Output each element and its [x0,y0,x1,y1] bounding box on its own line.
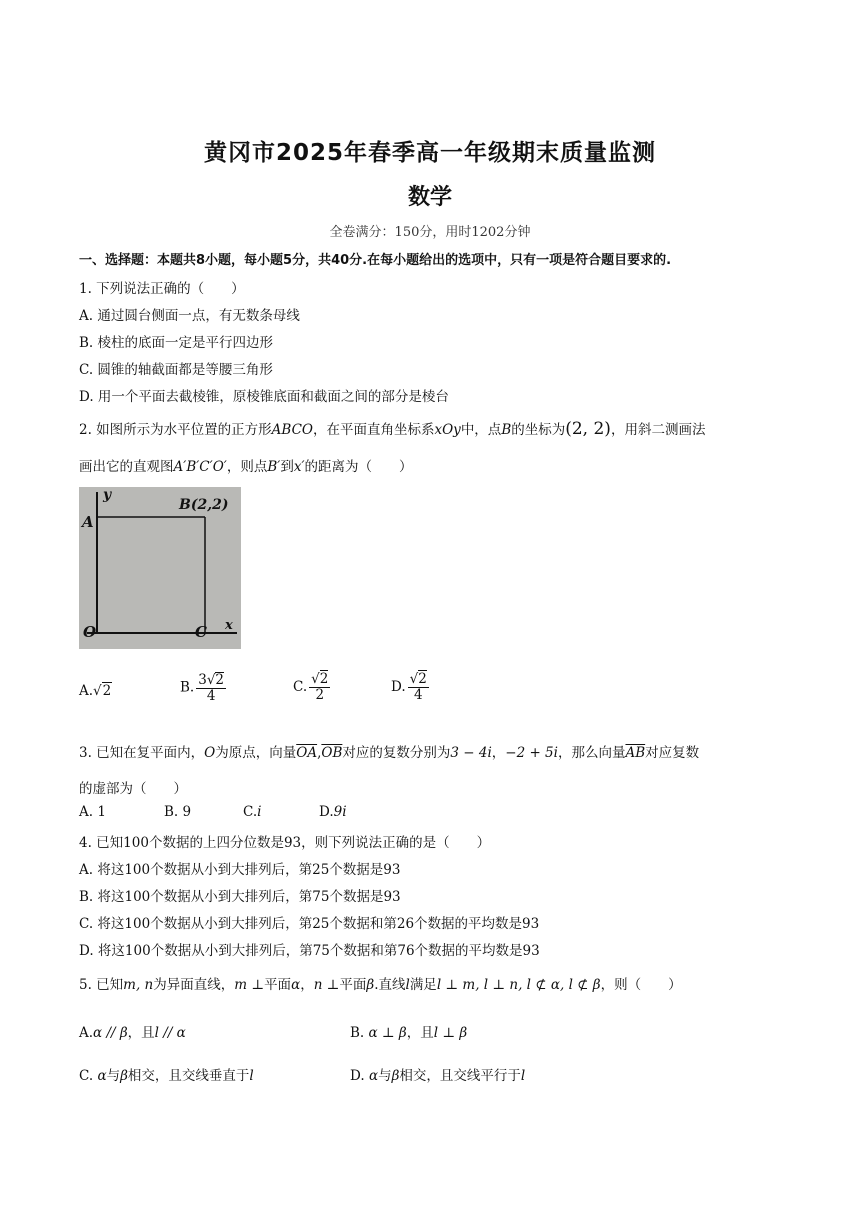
q2-option-a [79,683,112,699]
q2-text: ，则点 [226,459,268,475]
q5-math: m ⊥ [234,977,265,993]
q1-option-c: C. 圆锥的轴截面都是等腰三角形 [79,362,273,378]
option-math: α ⊥ β [368,1025,407,1041]
q5-math: β [366,977,375,993]
option-label: D. [391,678,406,695]
q4-option-a: A. 将这100个数据从小到大排列后，第25个数据是93 [79,862,401,878]
q3-math-o: O [204,745,216,761]
option-math: α // β [93,1025,128,1041]
coef: 3 [198,672,207,688]
option-text: 与 [378,1068,392,1084]
q3-text: ，那么向量 [557,745,626,761]
option-text: 与 [106,1068,121,1084]
q2-math-bprime: B′ [267,459,281,475]
q5-math: m, n [123,977,154,993]
q4-option-d: D. 将这100个数据从小到大排列后，第75个数据和第76个数据的平均数是93 [79,943,540,959]
option-text: ，且 [406,1025,434,1041]
denominator: 4 [413,686,423,703]
q1-stem: 1. 下列说法正确的（ ） [79,281,245,297]
q2-text: 2. 如图所示为水平位置的正方形 [79,422,272,438]
q3-option-d [319,804,347,820]
q2-text: ，用斜二测画法 [610,422,706,438]
q2-math-b: B [501,422,512,438]
q2-option-d [391,672,429,703]
q2-text: 的距离为（ ） [304,459,413,475]
option-value: i [257,804,262,820]
q2-math-prime-figure: A′B′C′O′ [173,459,227,475]
option-text: 相交，且交线平行于 [399,1068,521,1084]
q5-text: 平面 [339,977,367,993]
option-text: ，且 [127,1025,155,1041]
label-o: O [83,623,97,641]
option-label: D. [319,804,334,820]
q3-option-b: B. 9 [164,804,192,820]
q2-option-c [293,672,330,703]
radicand: 2 [215,672,225,688]
q3-stem-line2: 的虚部为（ ） [79,781,187,797]
q2-math-abco: ABCO [271,422,313,438]
q1-option-b: B. 棱柱的底面一定是平行四边形 [79,335,274,351]
option-math: l [249,1068,254,1084]
option-math: α [368,1068,379,1084]
option-label: C. [243,804,258,820]
option-math: l // α [154,1025,186,1041]
radicand: 2 [102,683,112,699]
q2-text: 的坐标为 [511,422,566,438]
q1-option-a: A. 通过圆台侧面一点，有无数条母线 [79,308,300,324]
q5-option-d [350,1064,525,1084]
q3-option-a: A. 1 [79,804,106,820]
denominator: 4 [206,687,216,704]
q3-option-c [243,804,261,820]
radicand: 2 [418,671,427,687]
label-x: x [225,618,233,633]
denominator: 2 [315,686,325,703]
option-label: B. [180,679,195,696]
q5-text: ， [300,977,314,993]
label-b: B(2,2) [179,497,229,513]
q5-option-b [350,1021,467,1041]
q5-text: .直线 [374,977,406,993]
fraction: $\frac{√2}{4}$ [409,671,427,703]
q3-text: , [317,745,322,761]
vector-ob: $\overline{OB}$ [321,745,343,761]
q5-text: 为异面直线， [153,977,235,993]
q2-text: ，在平面直角坐标系 [313,422,435,438]
fraction: $\frac{√2}{2}$ [311,671,329,703]
score-info: 全卷满分：150分，用时1202分钟 [329,225,531,240]
option-label: C. [79,1068,94,1084]
q4-stem: 4. 已知100个数据的上四分位数是93，则下列说法正确的是（ ） [79,835,491,851]
option-label: A. [79,683,94,699]
q2-text: 到 [280,459,294,475]
q2-figure-square [79,487,241,649]
section-heading: 一、选择题：本题共8小题，每小题5分，共40分.在每小题给出的选项中，只有一项是符合题目要求的. [79,253,672,268]
vector-oa: $\overline{OA}$ [296,745,318,761]
q3-text: 对应复数 [645,745,700,761]
q4-option-c: C. 将这100个数据从小到大排列后，第25个数据和第26个数据的平均数是93 [79,916,540,932]
q2-math-xoy: xOy [434,422,461,438]
complex-z1: 3 − 4i [450,745,492,761]
q2-stem-line1 [79,418,705,439]
q1-option-d: D. 用一个平面去截棱锥，原棱锥底面和截面之间的部分是棱台 [79,389,449,405]
q5-option-a [79,1021,186,1041]
q5-text: 平面 [264,977,292,993]
option-math: β [120,1068,128,1084]
q3-text: 3. 已知在复平面内， [79,745,205,761]
subject-title: 数学 [407,185,452,210]
q5-text: 5. 已知 [79,977,124,993]
fraction: $\frac{3√2}{4}$ [198,672,225,704]
q5-math-condition: l ⊥ m, l ⊥ n, l ⊄ α, l ⊄ β [436,977,601,993]
label-c: C [195,623,207,641]
radicand: 2 [319,671,329,687]
label-a: A [82,513,94,531]
q2-math-xprime: x′ [293,459,305,475]
q5-stem [79,973,682,993]
q5-math: n ⊥ [313,977,340,993]
q4-option-b: B. 将这100个数据从小到大排列后，第75个数据是93 [79,889,401,905]
sqrt: √2 [93,683,112,699]
q2-math-coord: (2, 2) [565,419,611,439]
q5-text: ，则（ ） [600,977,682,993]
q5-text: 满足 [409,977,437,993]
q3-text: ， [491,745,506,761]
q3-stem-line1 [79,741,699,761]
exam-title: 黄冈市2025年春季高一年级期末质量监测 [203,140,656,166]
option-label: C. [293,678,308,695]
option-math: β [391,1068,400,1084]
option-label: A. [79,1025,94,1041]
label-y: y [103,487,112,503]
q5-math: l [405,977,410,993]
complex-z2: −2 + 5i [505,745,558,761]
q2-stem-line2 [79,455,413,475]
option-text: 相交，且交线垂直于 [127,1068,250,1084]
q3-text: 为原点，向量 [215,745,297,761]
option-label: B. [350,1025,365,1041]
q5-math: α [291,977,301,993]
q2-text: 画出它的直观图 [79,459,174,475]
vector-ab: $\overline{AB}$ [625,745,646,761]
option-math: l ⊥ β [433,1025,468,1041]
option-math: l [520,1068,526,1084]
q2-option-b [180,672,226,704]
option-label: D. [350,1068,365,1084]
q5-option-c [79,1064,254,1084]
q2-text: 中，点 [460,422,502,438]
option-value: 9i [333,804,347,820]
option-math: α [97,1068,107,1084]
q3-text: 对应的复数分别为 [342,745,451,761]
